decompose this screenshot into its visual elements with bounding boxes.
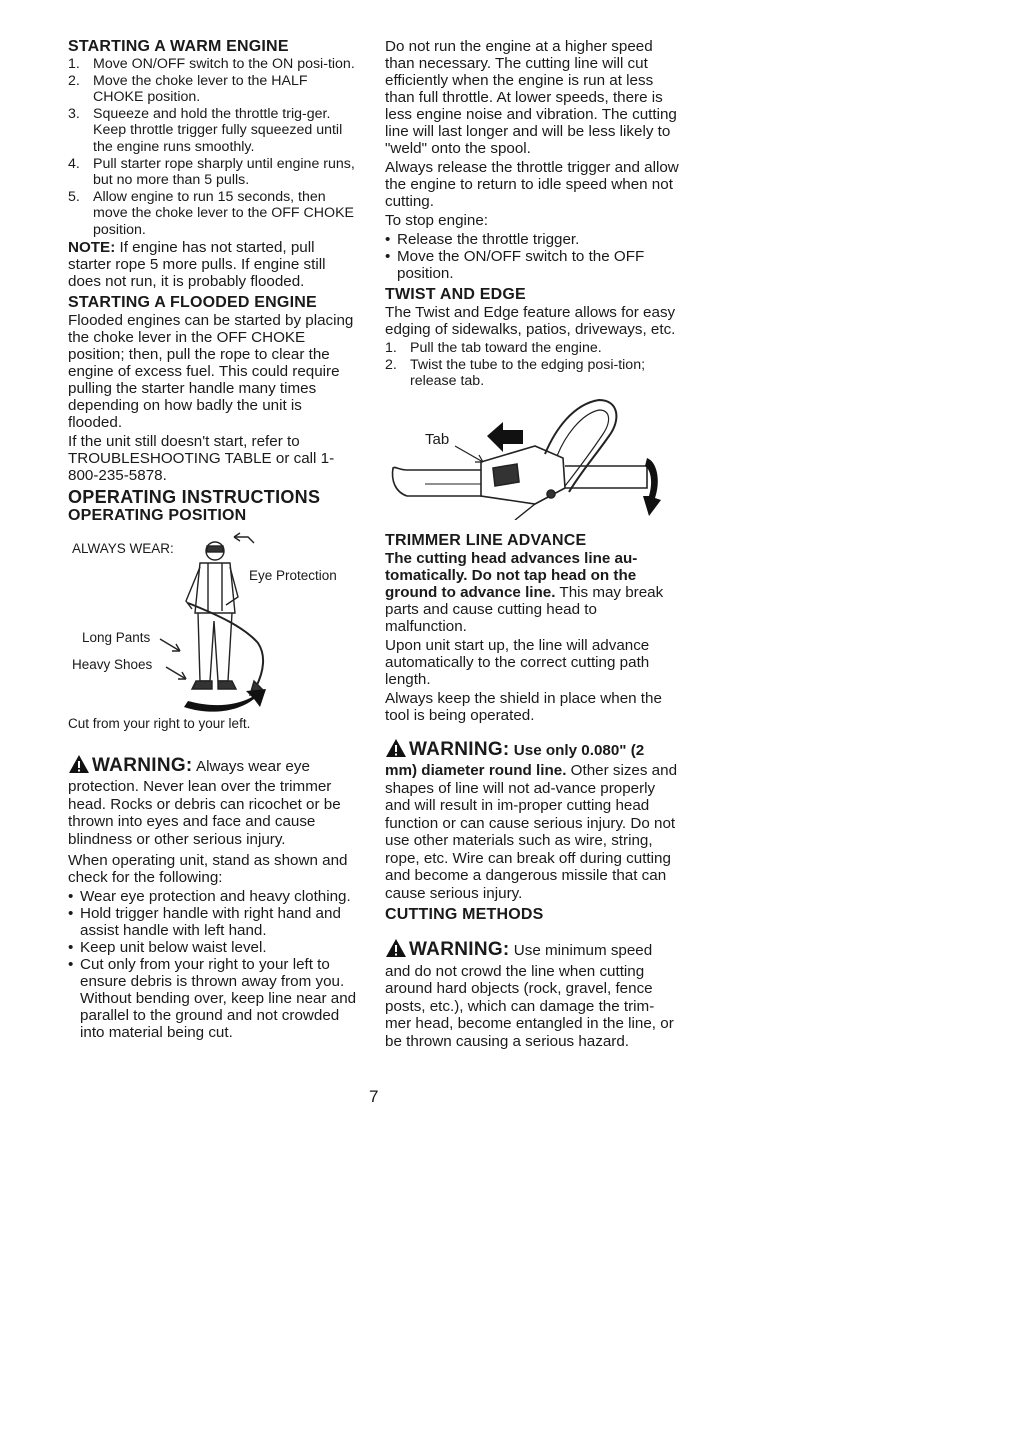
- right-column: [385, 38, 680, 1050]
- warning-minimum-speed: WARNING: Use minimum speed and do not crowd the line when cutting around hard objects (rock, gravel, fence posts, etc.), which can damage the trim-mer head, become entangled in the line, or be thrown causing a serious hazard.: [385, 939, 674, 1050]
- trimmer-line-heading: TRIMMER LINE ADVANCE: [385, 531, 587, 549]
- release-trigger-paragraph: Always release the throttle trigger and allow the engine to return to idle speed when not cutting.: [385, 159, 679, 210]
- warm-engine-heading: STARTING A WARM ENGINE: [68, 38, 289, 55]
- flooded-troubleshooting: If the unit still doesn't start, refer to TROUBLESHOOTING TABLE or call 1-800-235-5878.: [68, 432, 335, 484]
- list-item: 1. Move ON/OFF switch to the ON posi-tion.: [68, 56, 355, 72]
- cutting-methods-heading: CUTTING METHODS: [385, 906, 544, 924]
- cut-direction-caption: Cut from your right to your left.: [68, 715, 251, 731]
- warning-icon: [68, 754, 90, 779]
- twist-edge-figure: [385, 396, 680, 520]
- list-item: • Keep unit below waist level.: [68, 939, 358, 956]
- flooded-engine-heading: STARTING A FLOODED ENGINE: [68, 293, 317, 311]
- operating-instructions-heading: OPERATING INSTRUCTIONS: [68, 486, 321, 507]
- always-wear-label: ALWAYS WEAR:: [72, 540, 174, 556]
- operating-position-figure: [68, 531, 358, 721]
- stance-intro: When operating unit, stand as shown and check for the following:: [68, 852, 348, 887]
- flooded-paragraph: Flooded engines can be started by placing the choke lever in the OFF CHOKE position; then, pull the rope to clear the engine of excess fuel. This could require pulling the starter handle many times depending on how badly the unit is flooded.: [68, 311, 354, 431]
- list-item: 5. Allow engine to run 15 seconds, then move the choke lever to the OFF CHOKE position.: [68, 188, 354, 238]
- warning-eye-protection: WARNING: Always wear eye protection. Never lean over the trimmer head. Rocks or debris can ricochet or be thrown into eyes and face and cause blindness or other serious injury.: [68, 754, 341, 848]
- operating-position-heading: OPERATING POSITION: [68, 506, 247, 524]
- operator-illustration: [68, 531, 358, 721]
- list-item: 3. Squeeze and hold the throttle trig-ger. Keep throttle trigger fully squeezed until the engine runs smoothly.: [68, 105, 343, 155]
- warning-icon: [385, 938, 407, 963]
- warning-line-diameter: WARNING: Use only 0.080" (2 mm) diameter round line. Other sizes and shapes of line will not ad-vance properly and will result in im-proper cutting head function or can cause serious injury. Do not use other materials such as wire, string, rope, etc. Wire can break off during cutting and become a dangerous missile that can cause serious injury.: [385, 738, 678, 902]
- tab-label: Tab: [425, 430, 450, 448]
- trimmer-line-paragraph: The cutting head advances line au-tomatically. Do not tap head on the ground to advance line. This may break parts and cause cutting head to malfunction.: [385, 549, 664, 635]
- twist-and-edge-heading: TWIST AND EDGE: [385, 286, 526, 303]
- list-item: • Cut only from your right to your left to ensure debris is thrown away from you. Without bending over, keep line near and parallel to the ground and not crowded into material being cut.: [68, 956, 358, 1041]
- warning-icon: [385, 738, 407, 763]
- list-item: • Release the throttle trigger.: [385, 231, 680, 248]
- twist-and-edge-steps: [385, 340, 680, 390]
- warm-engine-steps: [68, 56, 358, 239]
- list-item: • Hold trigger handle with right hand and assist handle with left hand.: [68, 905, 358, 939]
- list-item: • Wear eye protection and heavy clothing.: [68, 888, 358, 905]
- list-item: 4. Pull starter rope sharply until engine runs, but no more than 5 pulls.: [68, 155, 355, 189]
- left-column: [68, 38, 358, 1041]
- stance-checklist: [68, 888, 358, 1041]
- stop-engine-steps: [385, 231, 680, 282]
- heavy-shoes-label: Heavy Shoes: [72, 656, 153, 672]
- eye-protection-label: Eye Protection: [249, 567, 337, 583]
- shield-paragraph: Always keep the shield in place when the tool is being operated.: [385, 689, 662, 724]
- engine-speed-paragraph: Do not run the engine at a higher speed than necessary. The cutting line will cut efficiently when the engine is run at less than full throttle. At lower speeds, there is less engine noise and vibration. The cutting line will last longer and will be less likely to "weld" onto the spool.: [385, 38, 677, 157]
- long-pants-label: Long Pants: [82, 629, 151, 645]
- list-item: 1. Pull the tab toward the engine.: [385, 340, 602, 356]
- list-item: 2. Twist the tube to the edging posi-tion; release tab.: [385, 356, 646, 390]
- line-advance-paragraph: Upon unit start up, the line will advance automatically to the correct cutting path length.: [385, 636, 650, 688]
- trimmer-tab-illustration: [385, 396, 680, 520]
- list-item: • Move the ON/OFF switch to the OFF position.: [385, 248, 680, 282]
- stop-engine-intro: To stop engine:: [385, 212, 489, 229]
- page-number: 7: [369, 1087, 379, 1106]
- list-item: 2. Move the choke lever to the HALF CHOKE position.: [68, 72, 308, 106]
- twist-and-edge-intro: The Twist and Edge feature allows for easy edging of sidewalks, patios, driveways, etc.: [385, 304, 676, 338]
- warm-note: NOTE: If engine has not started, pull starter rope 5 more pulls. If engine still does not run, it is probably flooded.: [68, 238, 326, 290]
